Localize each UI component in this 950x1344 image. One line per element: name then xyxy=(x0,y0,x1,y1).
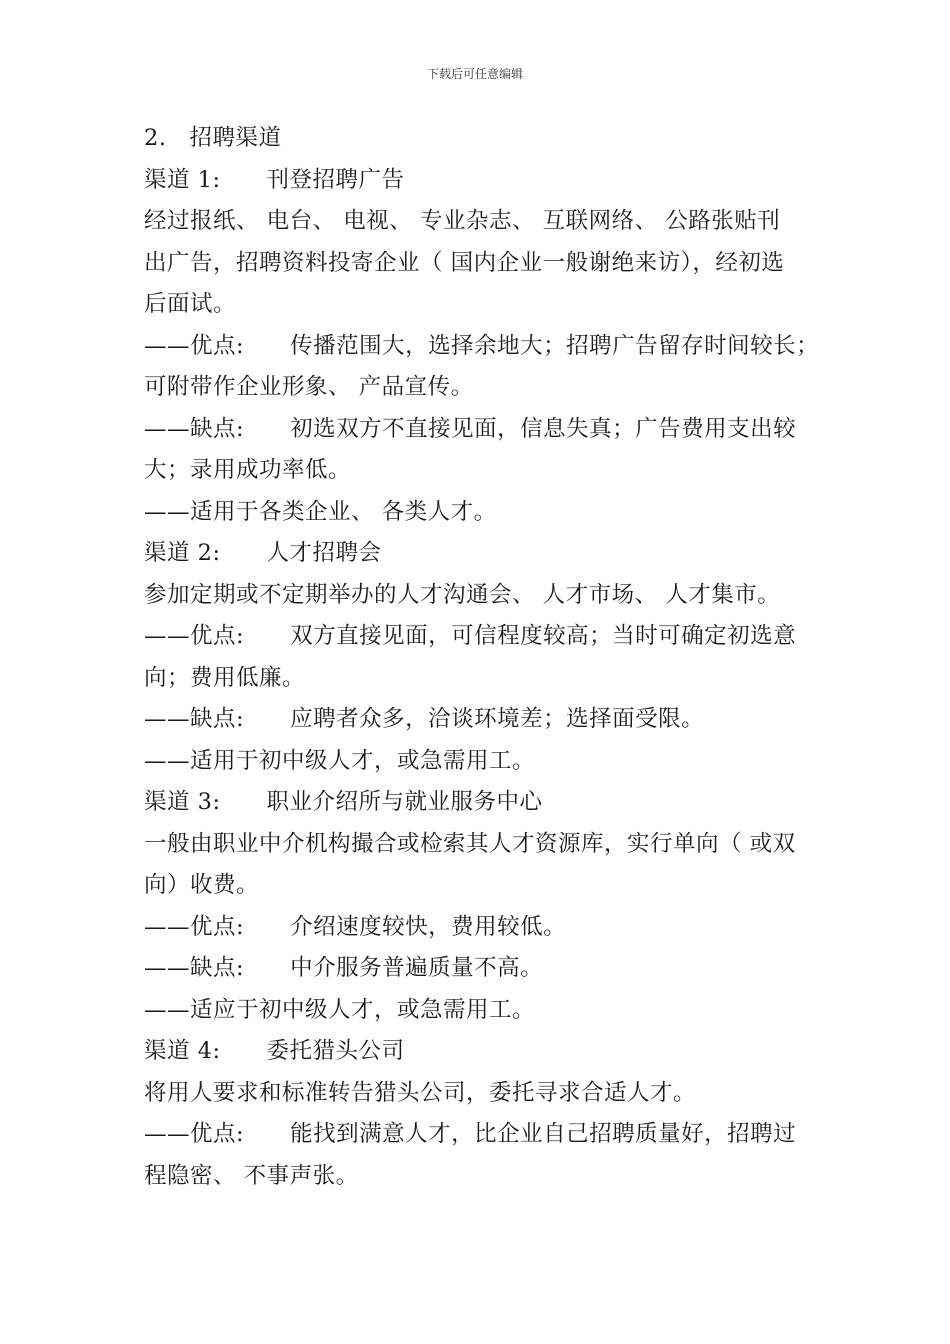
disadvantages-line: ——缺点: 应聘者众多，洽谈环境差；选择面受限。 xyxy=(144,706,705,732)
advantages-line: ——优点: 介绍速度较快，费用较低。 xyxy=(144,913,567,940)
paragraph-line: 后面试。 xyxy=(144,291,237,317)
advantages-line: ——优点: 传播范围大，选择余地大；招聘广告留存时间较长； xyxy=(144,332,820,359)
advantages-line: ——优点: 双方直接见面，可信程度较高；当时可确定初选意 xyxy=(144,623,797,649)
paragraph-line: 大；录用成功率低。 xyxy=(144,457,352,483)
paragraph-line: 一般由职业中介机构撮合或检索其人才资源库，实行单向（ 或双 xyxy=(144,830,796,857)
advantages-line: ——优点: 能找到满意人才，比企业自己招聘质量好，招聘过 xyxy=(144,1121,797,1147)
paragraph-line: 经过报纸、 电台、 电视、 专业杂志、 互联网络、 公路张贴刊 xyxy=(144,208,781,234)
paragraph-line: 程隐密、 不事声张。 xyxy=(144,1162,359,1189)
paragraph-line: 可附带作企业形象、 产品宣传。 xyxy=(144,374,474,400)
document-body xyxy=(144,118,824,1197)
paragraph-line: 向；费用低廉。 xyxy=(144,664,306,691)
paragraph-line: 参加定期或不定期举办的人才沟通会、 人才市场、 人才集市。 xyxy=(144,581,781,608)
applicability-line: ——适应于初中级人才，或急需用工。 xyxy=(144,996,536,1023)
applicability-line: ——适用于各类企业、 各类人才。 xyxy=(144,498,497,525)
paragraph-line: 出广告，招聘资料投寄企业（ 国内企业一般谢绝来访），经初选 xyxy=(144,249,785,276)
disadvantages-line: ——缺点: 初选双方不直接见面，信息失真；广告费用支出较 xyxy=(144,415,797,442)
section-heading: 2. 招聘渠道 xyxy=(144,125,282,151)
paragraph-line: 向）收费。 xyxy=(144,872,260,898)
channel-1-title: 渠道 1: 刊登招聘广告 xyxy=(144,166,405,193)
channel-3-title: 渠道 3: 职业介绍所与就业服务中心 xyxy=(144,789,543,815)
page-header-note: 下载后可任意编辑 xyxy=(426,67,523,81)
channel-4-title: 渠道 4: 委托猎头公司 xyxy=(144,1038,405,1064)
applicability-line: ——适用于初中级人才，或急需用工。 xyxy=(144,747,536,774)
disadvantages-line: ——缺点: 中介服务普遍质量不高。 xyxy=(144,955,544,981)
channel-2-title: 渠道 2: 人才招聘会 xyxy=(144,540,382,566)
paragraph-line: 将用人要求和标准转告猎头公司，委托寻求合适人才。 xyxy=(144,1079,697,1106)
